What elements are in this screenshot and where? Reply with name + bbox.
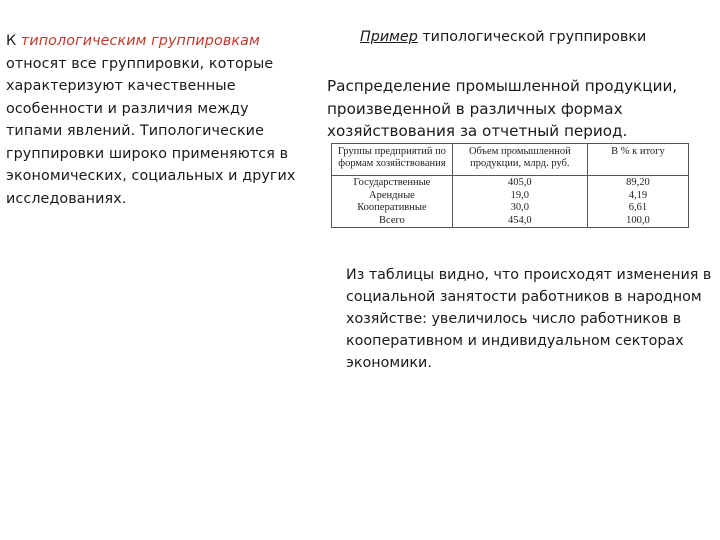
table-row	[332, 215, 689, 228]
table-cell: 4,19	[587, 190, 688, 203]
grouping-table	[331, 143, 689, 228]
table-cell: Кооперативные	[332, 202, 453, 215]
definition-prefix: К	[6, 33, 21, 49]
table-cell: Всего	[332, 215, 453, 228]
table-header-cell: Объем промышленной продукции, млрд. руб.	[452, 144, 587, 176]
table-cell: 6,61	[587, 202, 688, 215]
table-cell: 454,0	[452, 215, 587, 228]
example-label: Пример	[360, 29, 418, 45]
definition-highlight: типологическим группировкам	[20, 33, 260, 49]
table-caption: Распределение промышленной продукции, произведенной в различных формах хозяйствования за отчетный период.	[327, 77, 678, 140]
table-cell: Государственные	[332, 176, 453, 190]
table-cell: 405,0	[452, 176, 587, 190]
definition-text: относят все группировки, которые характеризуют качественные особенности и различия между типами явлений. Типологические группировки широко применяются в экономических, социальных и других исследованиях.	[6, 55, 296, 207]
table-header-cell: Группы предприятий по формам хозяйствования	[332, 144, 453, 176]
example-title	[360, 27, 690, 47]
table-cell: 30,0	[452, 202, 587, 215]
table-header-cell: В % к итогу	[587, 144, 688, 176]
table-row	[332, 202, 689, 215]
table-cell: Арендные	[332, 190, 453, 203]
table-header-row	[332, 144, 689, 176]
conclusion-paragraph: Из таблицы видно, что происходят изменения в социальной занятости работников в народном хозяйстве: увеличилось число работников в кооперативном и индивидуальном секторах экономики.	[346, 267, 712, 371]
table-row	[332, 190, 689, 203]
definition-paragraph	[6, 30, 306, 210]
table-cell: 19,0	[452, 190, 587, 203]
table-row	[332, 176, 689, 190]
table-cell: 89,20	[587, 176, 688, 190]
table-cell: 100,0	[587, 215, 688, 228]
example-title-text: типологической группировки	[417, 29, 647, 45]
